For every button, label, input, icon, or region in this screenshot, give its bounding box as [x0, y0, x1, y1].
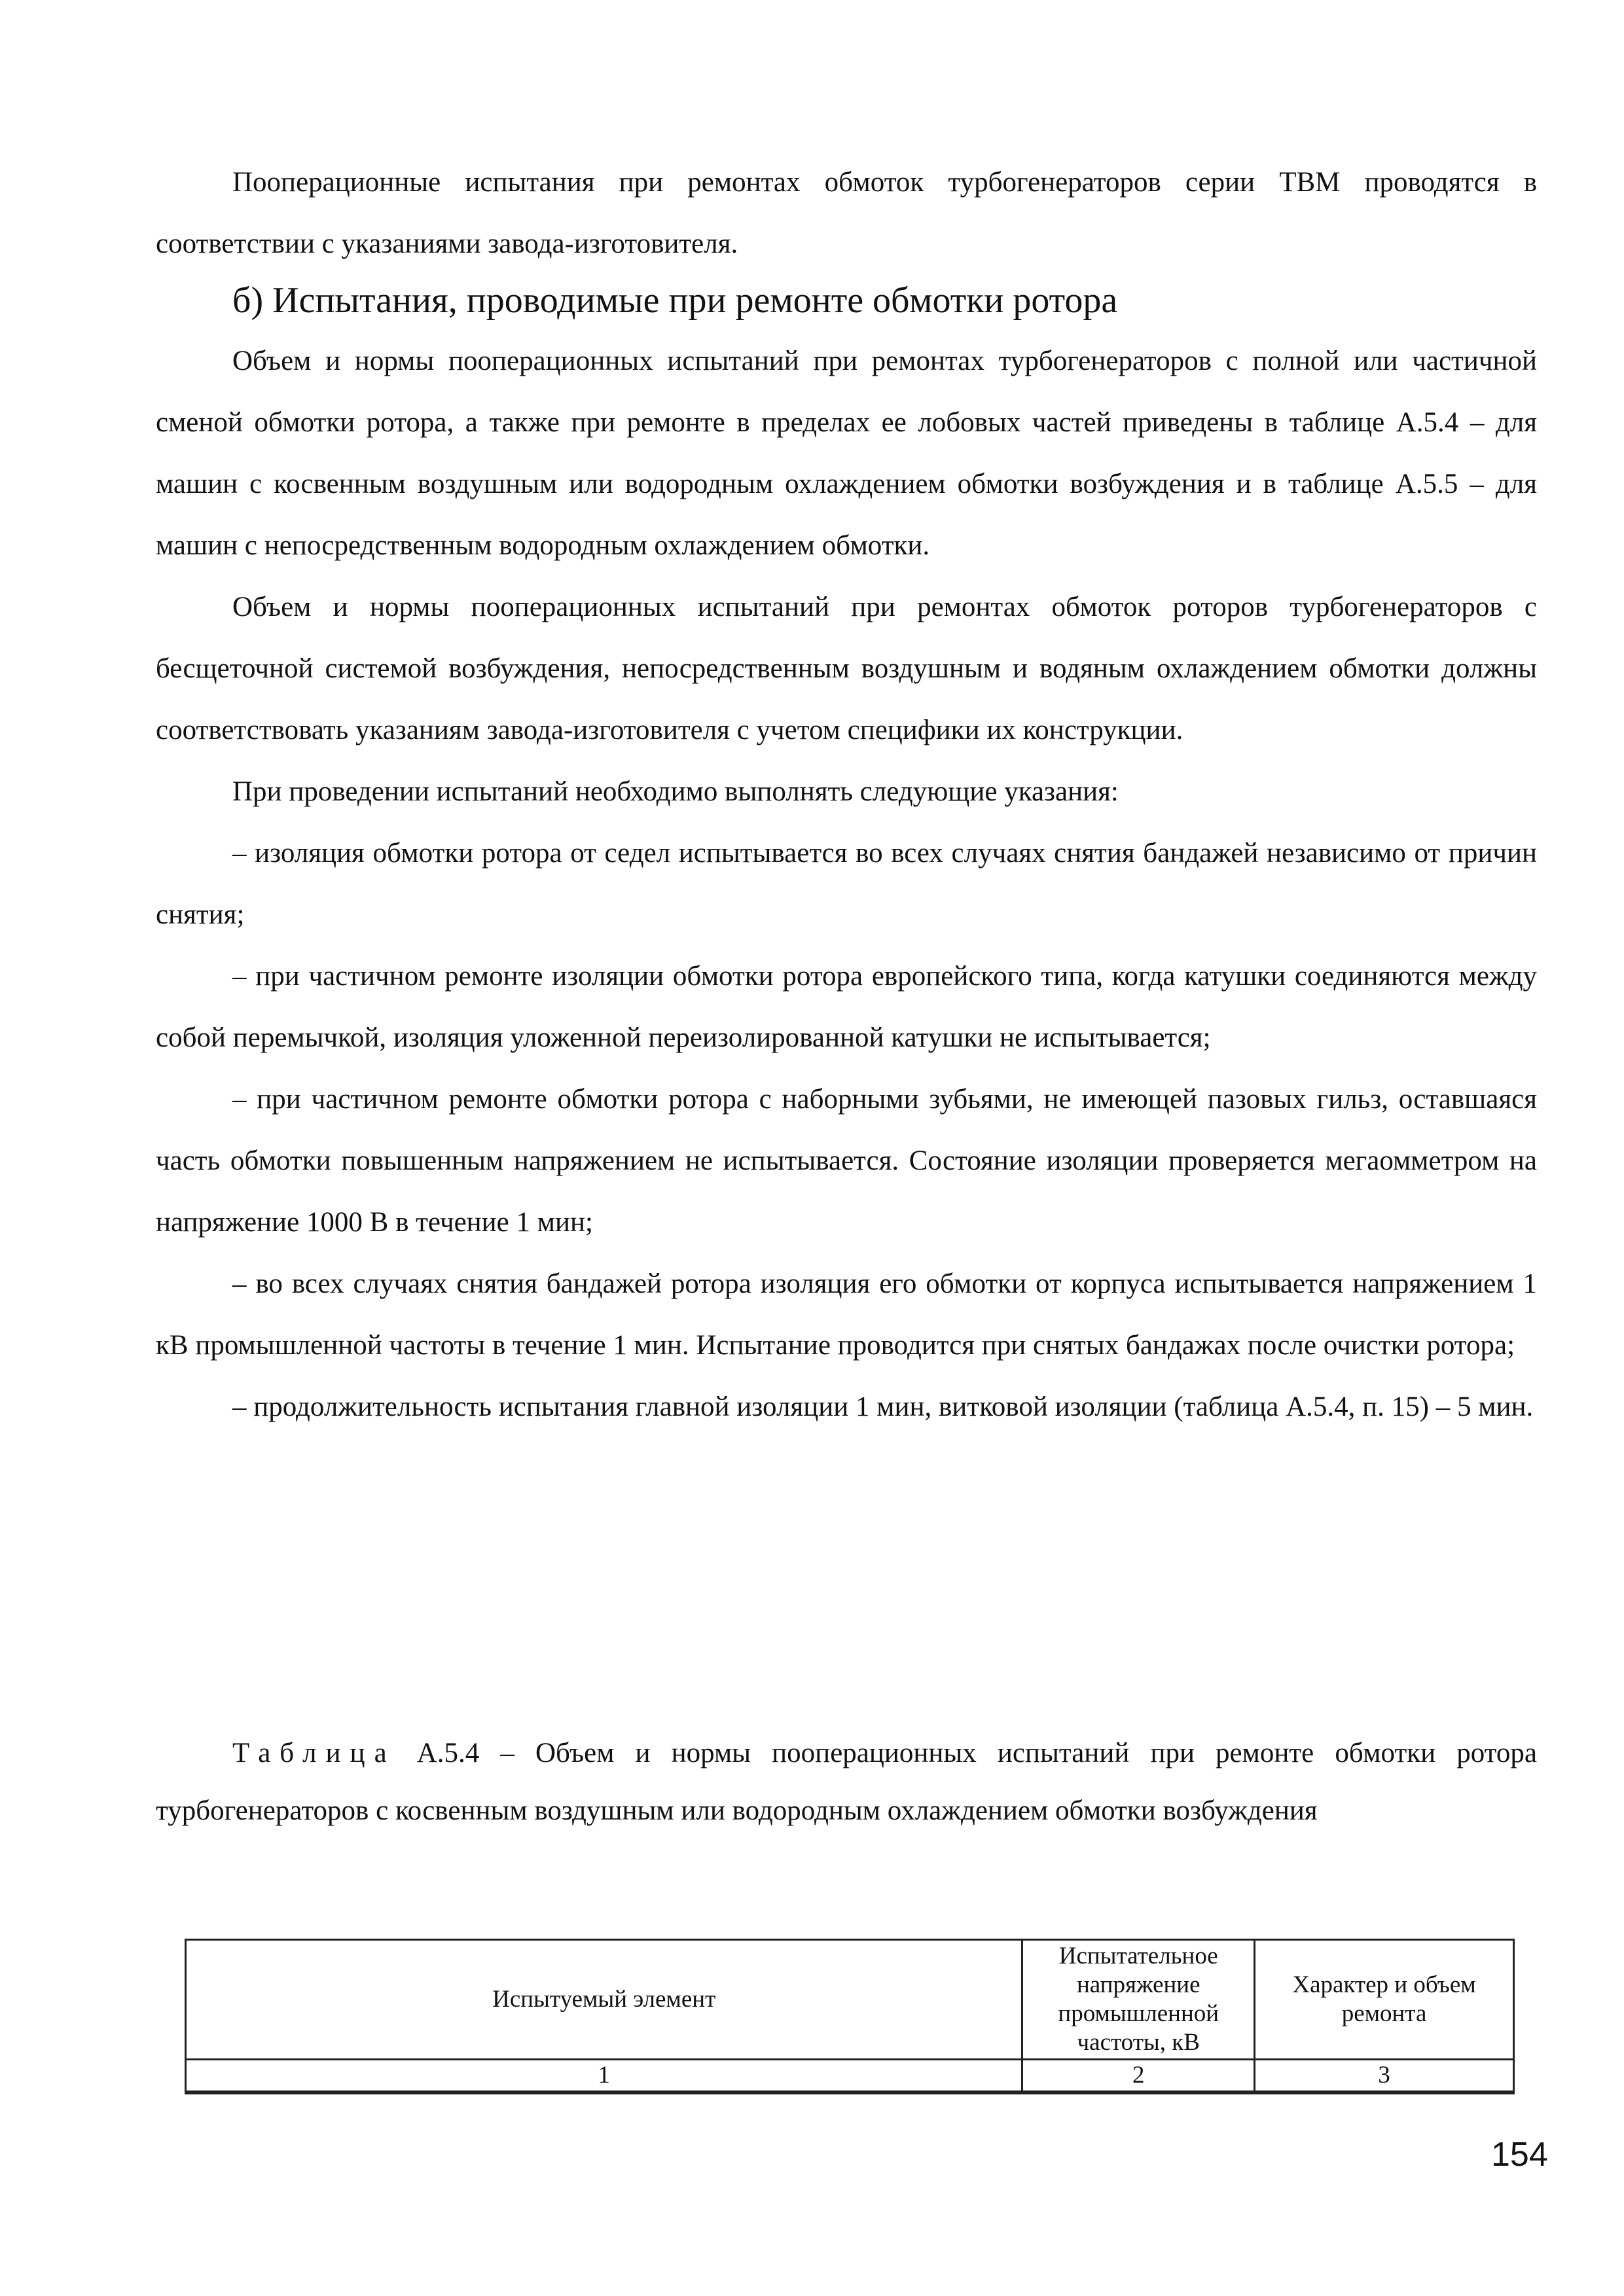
section-heading-block [156, 268, 1537, 332]
list-item-european-type: – при частичном ремонте изоляции обмотки ротора европейского типа, когда катушки соединяются между собой перемычкой, изоляция уложенной переизолированной катушки не испытывается; [156, 961, 1537, 1053]
list-item-stacked-teeth: – при частичном ремонте обмотки ротора с наборными зубьями, не имеющей пазовых гильз, оставшаяся часть обмотки повышенным напряжением не испытывается. Состояние изоляции проверяется мегаомметром на напряжение 1000 В в течение 1 мин; [156, 1084, 1537, 1238]
table-caption-text: А.5.4 – Объем и нормы пооперационных испытаний при ремонте обмотки ротора турбогенераторов с косвенным воздушным или водородным охлаждением обмотки возбуждения [156, 1738, 1537, 1826]
column-number-2: 2 [1022, 2060, 1255, 2093]
test-table-grid [185, 1939, 1515, 2094]
body-text-top [156, 152, 1537, 275]
body-text-main [156, 331, 1537, 1438]
column-number-1: 1 [186, 2060, 1022, 2093]
header-tested-element: Испытуемый элемент [186, 1940, 1022, 2060]
table-caption-label: Таблица [232, 1738, 396, 1768]
table-caption [156, 1725, 1537, 1840]
list-item-bandages: – во всех случаях снятия бандажей ротора изоляция его обмотки от корпуса испытывается напряжением 1 кВ промышленной частоты в течение 1 мин. Испытание проводится при снятых бандажах после очистки ротора; [156, 1268, 1537, 1361]
paragraph-tvm-tests: Пооперационные испытания при ремонтах обмоток турбогенераторов серии ТВМ проводятся в соответствии с указаниями завода-изготовителя. [156, 167, 1537, 259]
table-header-row [186, 1940, 1514, 2060]
paragraph-scope-norms: Объем и нормы пооперационных испытаний при ремонтах турбогенераторов с полной или частичной сменой обмотки ротора, а также при ремонте в пределах ее лобовых частей приведены в таблице А.5.4 – для машин с косвенным воздушным или водородным охлаждением обмотки возбуждения и в таблице А.5.5 – для машин с непосредственным водородным охлаждением обмотки. [156, 346, 1537, 561]
header-repair-scope: Характер и объем ремонта [1255, 1940, 1514, 2060]
list-item-saddles: – изоляция обмотки ротора от седел испытывается во всех случаях снятия бандажей независимо от причин снятия; [156, 838, 1537, 930]
paragraph-brushless: Объем и нормы пооперационных испытаний при ремонтах обмоток роторов турбогенераторов с бесщеточной системой возбуждения, непосредственным воздушным и водяным охлаждением обмотки должны соответствовать указаниям завода-изготовителя с учетом специфики их конструкции. [156, 592, 1537, 745]
column-number-3: 3 [1255, 2060, 1514, 2093]
test-table [185, 1939, 1515, 2094]
table-row [186, 2060, 1514, 2093]
header-test-voltage: Испытательное напряжение промышленной частоты, кВ [1022, 1940, 1255, 2060]
section-heading: б) Испытания, проводимые при ремонте обмотки ротора [232, 280, 1118, 321]
paragraph-instructions-intro: При проведении испытаний необходимо выполнять следующие указания: [232, 776, 1119, 807]
list-item-duration: – продолжительность испытания главной изоляции 1 мин, витковой изоляции (таблица А.5.4, п. 15) – 5 мин. [232, 1391, 1534, 1422]
page-number: 154 [1491, 2136, 1548, 2174]
